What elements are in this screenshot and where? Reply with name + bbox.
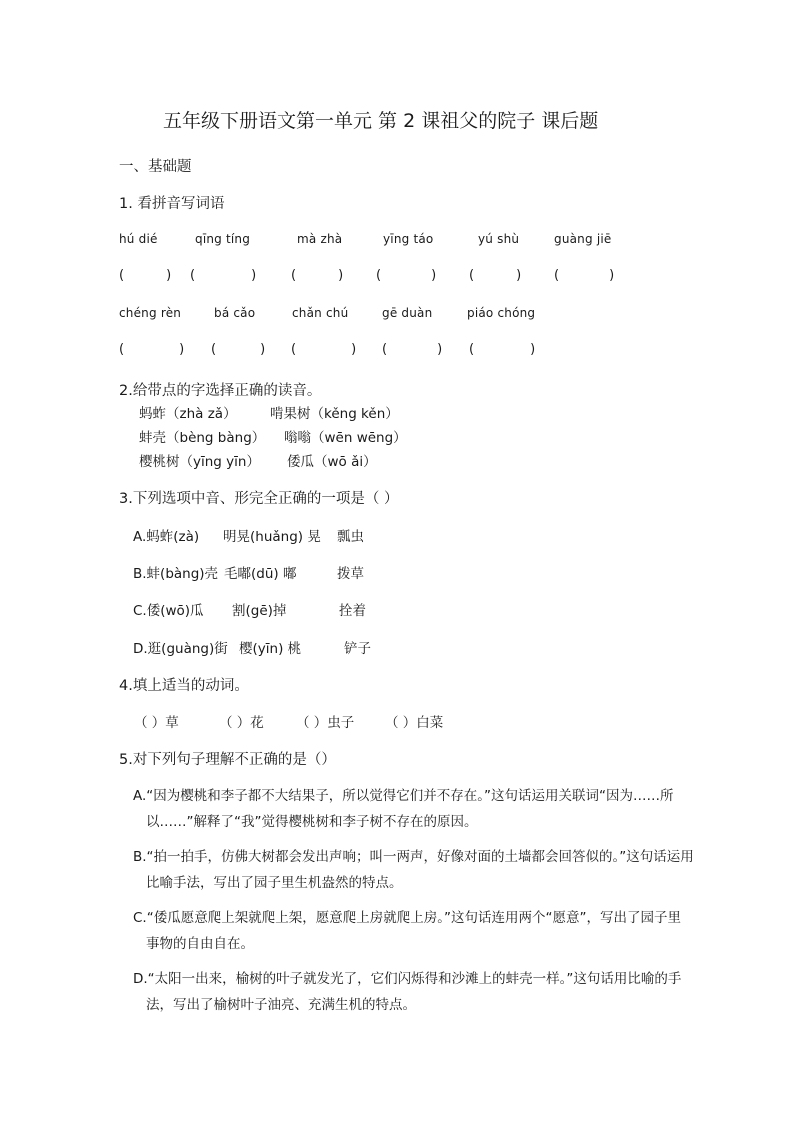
q2-item: 啃果树（kěng kěn） <box>270 406 399 422</box>
q3-option-b: 拨草 <box>337 566 364 582</box>
q3-option-d: 铲子 <box>344 641 371 657</box>
pinyin-7: chéng rèn <box>119 306 182 320</box>
q3-option-b: B.蚌(bàng)壳 <box>133 566 219 582</box>
answer-blank[interactable]: ( ) <box>469 342 536 357</box>
q4-heading: 4.填上适当的动词。 <box>119 678 249 694</box>
pinyin-10: gē duàn <box>382 306 433 320</box>
answer-blank[interactable]: ( ) <box>211 342 266 357</box>
q5-option-c: C.“倭瓜愿意爬上架就爬上架，愿意爬上房就爬上房。”这句话连用两个“愿意”，写出了园子里事物的自由自在。 <box>133 910 681 952</box>
q3-option-b: 毛嘟(dū) 嘟 <box>224 566 297 582</box>
answer-blank[interactable]: ( ) <box>119 342 185 357</box>
q4-item: （ ）白菜 <box>385 715 444 731</box>
q3-option-a: 明晃(huǎng) 晃 <box>223 529 321 545</box>
q5-option-a: A.“因为樱桃和李子都不大结果子，所以觉得它们并不存在。”这句话运用关联词“因为……所以……”解释了“我”觉得樱桃树和李子树不存在的原因。 <box>133 788 674 830</box>
q2-item: 倭瓜（wō ǎi） <box>287 454 377 470</box>
q3-option-c: 拴着 <box>339 603 366 619</box>
pinyin-1: hú dié <box>119 232 158 246</box>
q3-option-a: A.蚂蚱(zà) <box>133 529 200 545</box>
answer-blank[interactable]: ( ) <box>554 268 615 283</box>
q2-item: 蚂蚱（zhà zǎ） <box>139 406 237 422</box>
answer-blank[interactable]: ( ) <box>291 268 344 283</box>
q3-option-a: 瓢虫 <box>337 529 364 545</box>
answer-blank[interactable]: ( ) <box>291 342 357 357</box>
answer-blank[interactable]: ( ) <box>119 268 172 283</box>
section-heading: 一、基础题 <box>119 159 192 175</box>
q4-item: （ ）虫子 <box>296 715 355 731</box>
page-title: 五年级下册语文第一单元 第 2 课祖父的院子 课后题 <box>163 110 599 132</box>
q3-option-d: 樱(yīn) 桃 <box>239 641 302 657</box>
answer-blank[interactable]: ( ) <box>382 342 443 357</box>
q4-item: （ ）花 <box>219 715 264 731</box>
q2-item: 蚌壳（bèng bàng） <box>139 430 266 446</box>
pinyin-9: chǎn chú <box>292 306 349 320</box>
pinyin-6: guàng jiē <box>554 232 612 246</box>
q1-heading: 1. 看拼音写词语 <box>119 196 225 212</box>
q5-option-b: B.“拍一拍手，仿佛大树都会发出声响；叫一两声，好像对面的土墙都会回答似的。”这句话运用比喻手法，写出了园子里生机盎然的特点。 <box>133 849 694 891</box>
pinyin-5: yú shù <box>478 232 520 246</box>
pinyin-4: yīng táo <box>383 232 434 246</box>
q3-option-c: 割(gē)掉 <box>232 603 287 619</box>
q2-item: 樱桃树（yīng yīn） <box>139 454 260 470</box>
pinyin-8: bá cǎo <box>214 306 256 320</box>
pinyin-3: mà zhà <box>297 232 343 246</box>
q5-option-d: D.“太阳一出来，榆树的叶子就发光了，它们闪烁得和沙滩上的蚌壳一样。”这句话用比喻的手法，写出了榆树叶子油亮、充满生机的特点。 <box>133 971 682 1013</box>
q2-heading: 2.给带点的字选择正确的读音。 <box>119 383 322 399</box>
q2-item: 嗡嗡（wēn wēng） <box>284 430 407 446</box>
answer-blank[interactable]: ( ) <box>190 268 257 283</box>
pinyin-2: qīng tíng <box>195 232 251 246</box>
answer-blank[interactable]: ( ) <box>469 268 522 283</box>
q3-option-d: D.逛(guàng)街 <box>133 641 228 657</box>
q4-item: （ ）草 <box>134 715 179 731</box>
answer-blank[interactable]: ( ) <box>376 268 437 283</box>
q5-heading: 5.对下列句子理解不正确的是（） <box>119 752 336 768</box>
q3-heading: 3.下列选项中音、形完全正确的一项是（ ） <box>119 491 399 507</box>
q3-option-c: C.倭(wō)瓜 <box>133 603 204 619</box>
pinyin-11: piáo chóng <box>467 306 536 320</box>
